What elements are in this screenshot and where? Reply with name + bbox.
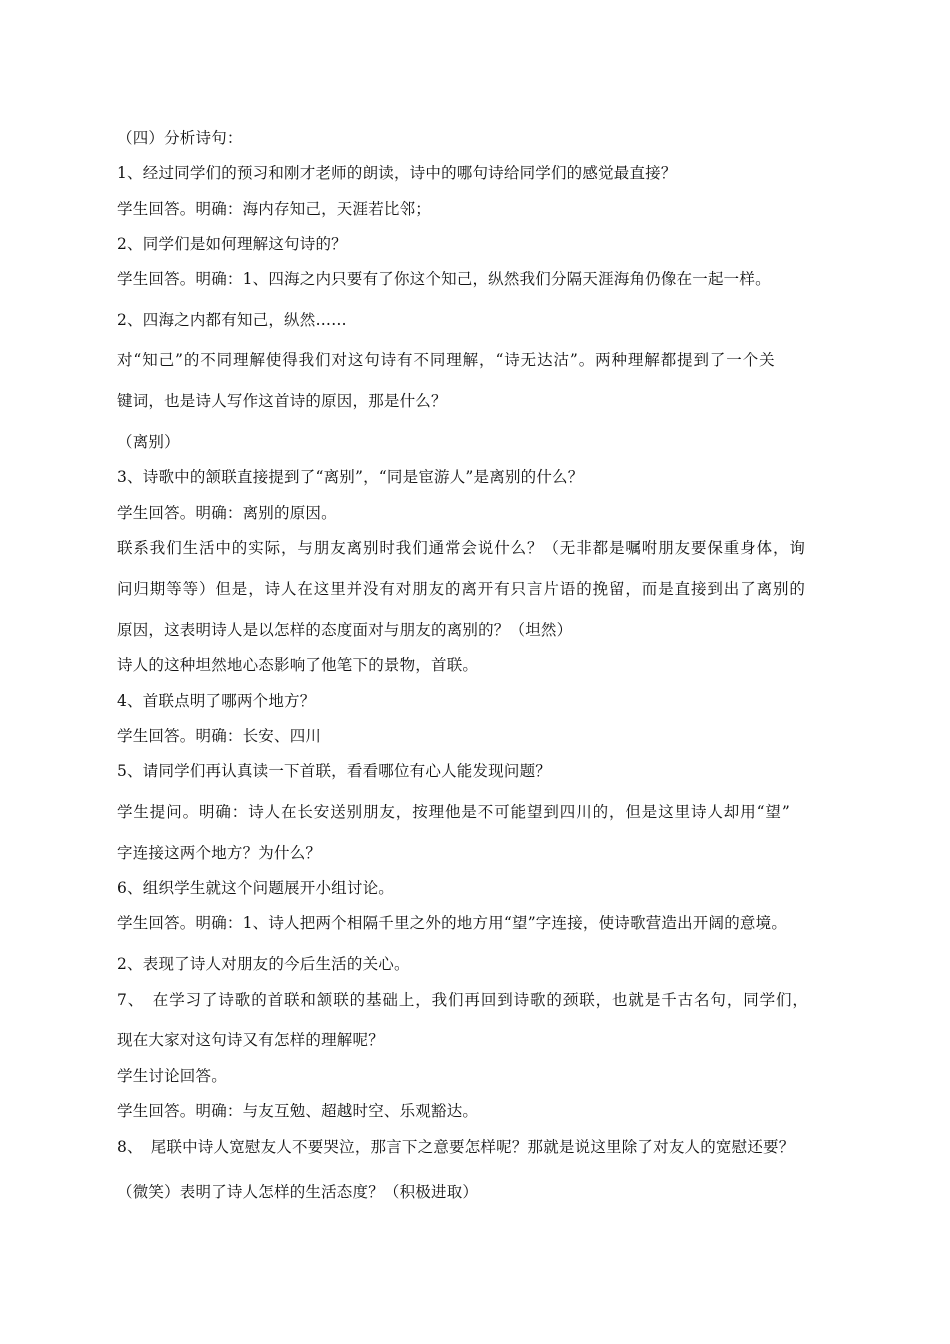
paragraph-line: 字连接这两个地方？为什么？ <box>117 844 322 862</box>
paragraph-line: 问归期等等）但是，诗人在这里并没有对朋友的离开有只言片语的挽留，而是直接到出了离别的 <box>117 580 806 598</box>
section-heading: （四）分析诗句： <box>117 129 243 147</box>
answer-3: 学生回答。明确：离别的原因。 <box>117 504 337 522</box>
answer-7: 学生回答。明确：与友互勉、超越时空、乐观豁达。 <box>117 1102 479 1120</box>
paragraph-line: 键词，也是诗人写作这首诗的原因，那是什么？ <box>117 392 447 410</box>
keyword-answer: （离别） <box>117 433 180 451</box>
question-1: 1、经过同学们的预习和刚才老师的朗读，诗中的哪句诗给同学们的感觉最直接？ <box>117 164 677 182</box>
paragraph-line: 诗人的这种坦然地心态影响了他笔下的景物，首联。 <box>117 656 479 674</box>
paragraph-line: 原因，这表明诗人是以怎样的态度面对与朋友的离别的？（坦然） <box>117 621 573 639</box>
paragraph-line: 学生讨论回答。 <box>117 1067 227 1085</box>
question-2: 2、同学们是如何理解这句诗的？ <box>117 235 347 253</box>
question-6: 6、组织学生就这个问题展开小组讨论。 <box>117 879 394 897</box>
answer-4: 学生回答。明确：长安、四川 <box>117 727 322 745</box>
answer-1: 学生回答。明确：海内存知己，天涯若比邻； <box>117 200 432 218</box>
paragraph-line: 联系我们生活中的实际，与朋友离别时我们通常会说什么？（无非都是嘱咐朋友要保重身体，询 <box>117 539 806 557</box>
question-5: 5、请同学们再认真读一下首联，看看哪位有心人能发现问题？ <box>117 762 551 780</box>
paragraph-line: 现在大家对这句诗又有怎样的理解呢？ <box>117 1031 384 1049</box>
answer-5: 学生提问。明确：诗人在长安送别朋友，按理他是不可能望到四川的，但是这里诗人却用“望” <box>117 803 791 821</box>
answer-6: 学生回答。明确：1、诗人把两个相隔千里之外的地方用“望”字连接，使诗歌营造出开阔的意境。 <box>117 914 788 932</box>
question-8: 8、 尾联中诗人宽慰友人不要哭泣，那言下之意要怎样呢？那就是说这里除了对友人的宽慰还要？ <box>117 1138 795 1156</box>
question-7: 7、 在学习了诗歌的首联和颔联的基础上，我们再回到诗歌的颈联，也就是千古名句，同学们， <box>117 991 809 1009</box>
answer-2-point-2: 2、四海之内都有知己，纵然…… <box>117 311 347 329</box>
question-4: 4、首联点明了哪两个地方？ <box>117 692 316 710</box>
answer-2: 学生回答。明确：1、四海之内只要有了你这个知己，纵然我们分隔天涯海角仍像在一起一样。 <box>117 270 771 288</box>
paragraph-line: 对“知己”的不同理解使得我们对这句诗有不同理解，“诗无达沽”。两种理解都提到了一个关 <box>117 351 776 369</box>
question-3: 3、诗歌中的颔联直接提到了“离别”，“同是宦游人”是离别的什么？ <box>117 468 584 486</box>
paragraph-line: （微笑）表明了诗人怎样的生活态度？（积极进取） <box>117 1183 479 1201</box>
answer-6-point-2: 2、表现了诗人对朋友的今后生活的关心。 <box>117 955 410 973</box>
